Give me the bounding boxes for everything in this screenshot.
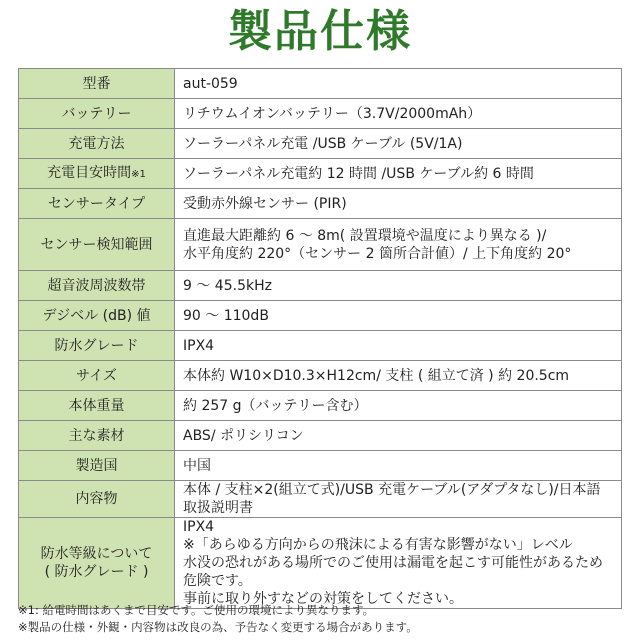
spec-value-waterproof-grade: IPX4 [175, 331, 622, 361]
footnote: ※1: 給電時間はあくまで目安です。ご使用の環境により異なります。 [18, 603, 375, 617]
spec-value-waterproof-note [175, 518, 622, 609]
table-row [19, 421, 622, 451]
spec-label-charging-time [19, 159, 175, 189]
spec-label-sensor-range: センサー検知範囲 [19, 219, 175, 271]
spec-label-waterproof-note [19, 518, 175, 609]
spec-value-ultrasonic-frequency: 9 ～ 45.5kHz [175, 271, 622, 301]
spec-label-weight: 本体重量 [19, 391, 175, 421]
table-row [19, 391, 622, 421]
waterproof-note-line: ※「あらゆる方向からの飛沫による有害な影響がない」レベル [183, 537, 573, 553]
spec-label-waterproof-grade: 防水グレード [19, 331, 175, 361]
spec-value-charging-time: ソーラーパネル充電約 12 時間 /USB ケーブル約 6 時間 [175, 159, 622, 189]
table-row [19, 518, 622, 609]
waterproof-note-line: 事前に取り外すなどの対策をしてください。 [183, 591, 463, 607]
spec-value-size: 本体約 W10×D10.3×H12cm/ 支柱 ( 組立て済 ) 約 20.5cm [175, 361, 622, 391]
charging-time-footnote-mark: ※1 [131, 168, 146, 180]
waterproof-note-label-line: ( 防水グレード ) [44, 564, 149, 580]
table-row [19, 159, 622, 189]
spec-label-charging-method: 充電方法 [19, 129, 175, 159]
table-row [19, 301, 622, 331]
table-row [19, 481, 622, 518]
table-row [19, 451, 622, 481]
spec-value-sensor-range [175, 219, 622, 271]
spec-label-material: 主な素材 [19, 421, 175, 451]
charging-time-label-text: 充電目安時間 [47, 164, 132, 181]
waterproof-note-line: 水没の恐れがある場所でのご使用は漏電を起こす可能性があるため危険です。 [183, 555, 603, 589]
table-row [19, 331, 622, 361]
waterproof-note-label-line: 防水等級について [40, 546, 153, 562]
table-row [19, 189, 622, 219]
table-row [19, 361, 622, 391]
spec-value-contents: 本体 / 支柱×2(組立て式)/USB 充電ケーブル(アダプタなし)/日本語取扱説明書 [175, 481, 622, 518]
waterproof-note-line: IPX4 [183, 519, 215, 535]
table-row [19, 219, 622, 271]
spec-value-model: aut-059 [175, 69, 622, 99]
spec-value-weight: 約 257 g（バッテリー含む） [175, 391, 622, 421]
spec-label-ultrasonic-frequency: 超音波周波数帯 [19, 271, 175, 301]
footnotes [18, 602, 628, 636]
page-title: 製品仕様 [228, 6, 412, 57]
spec-value-material: ABS/ ポリシリコン [175, 421, 622, 451]
sensor-range-line: 直進最大距離約 6 ～ 8m( 設置環境や温度により異なる )/ [183, 227, 547, 244]
spec-label-battery: バッテリー [19, 99, 175, 129]
table-row [19, 69, 622, 99]
spec-value-country: 中国 [175, 451, 622, 481]
spec-label-contents: 内容物 [19, 481, 175, 518]
table-row [19, 99, 622, 129]
spec-label-decibel: デジベル (dB) 値 [19, 301, 175, 331]
spec-table [18, 68, 622, 609]
table-row [19, 129, 622, 159]
sensor-range-line: 水平角度約 220°（センサー 2 箇所合計値）/ 上下角度約 20° [183, 245, 572, 262]
footnote: ※製品の仕様・外観・内容物は改良の為、予告なく変更する場合があります。 [18, 620, 418, 634]
spec-value-decibel: 90 ～ 110dB [175, 301, 622, 331]
spec-label-size: サイズ [19, 361, 175, 391]
spec-value-battery: リチウムイオンバッテリー（3.7V/2000mAh） [175, 99, 622, 129]
table-row [19, 271, 622, 301]
spec-label-country: 製造国 [19, 451, 175, 481]
spec-value-sensor-type: 受動赤外線センサー (PIR) [175, 189, 622, 219]
spec-label-sensor-type: センサータイプ [19, 189, 175, 219]
spec-label-model: 型番 [19, 69, 175, 99]
spec-value-charging-method: ソーラーパネル充電 /USB ケーブル (5V/1A) [175, 129, 622, 159]
